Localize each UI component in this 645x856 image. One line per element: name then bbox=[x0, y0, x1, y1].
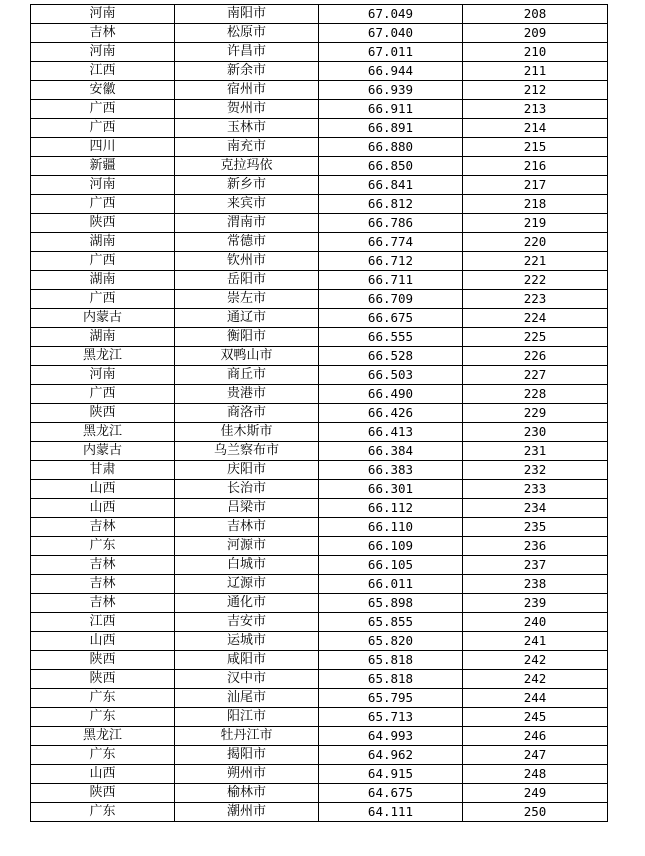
province-cell: 广东 bbox=[31, 708, 175, 727]
province-cell: 陕西 bbox=[31, 404, 175, 423]
province-cell: 广西 bbox=[31, 385, 175, 404]
table-row bbox=[31, 385, 608, 404]
city-cell: 许昌市 bbox=[175, 43, 319, 62]
score-cell: 66.774 bbox=[319, 233, 463, 252]
province-cell: 广西 bbox=[31, 290, 175, 309]
rank-cell: 242 bbox=[463, 670, 608, 689]
city-cell: 乌兰察布市 bbox=[175, 442, 319, 461]
city-cell: 新余市 bbox=[175, 62, 319, 81]
table-row bbox=[31, 271, 608, 290]
rank-cell: 233 bbox=[463, 480, 608, 499]
city-cell: 揭阳市 bbox=[175, 746, 319, 765]
score-cell: 65.795 bbox=[319, 689, 463, 708]
score-cell: 66.891 bbox=[319, 119, 463, 138]
table-row bbox=[31, 765, 608, 784]
city-cell: 渭南市 bbox=[175, 214, 319, 233]
score-cell: 66.011 bbox=[319, 575, 463, 594]
table-row bbox=[31, 651, 608, 670]
city-cell: 朔州市 bbox=[175, 765, 319, 784]
score-cell: 67.049 bbox=[319, 5, 463, 24]
province-cell: 甘肃 bbox=[31, 461, 175, 480]
city-cell: 长治市 bbox=[175, 480, 319, 499]
rank-cell: 218 bbox=[463, 195, 608, 214]
rank-cell: 216 bbox=[463, 157, 608, 176]
city-cell: 贵港市 bbox=[175, 385, 319, 404]
city-cell: 阳江市 bbox=[175, 708, 319, 727]
rank-cell: 236 bbox=[463, 537, 608, 556]
city-cell: 通辽市 bbox=[175, 309, 319, 328]
rank-cell: 237 bbox=[463, 556, 608, 575]
table-row bbox=[31, 708, 608, 727]
table-row bbox=[31, 423, 608, 442]
city-cell: 商洛市 bbox=[175, 404, 319, 423]
rank-cell: 214 bbox=[463, 119, 608, 138]
score-cell: 66.709 bbox=[319, 290, 463, 309]
score-cell: 66.880 bbox=[319, 138, 463, 157]
province-cell: 湖南 bbox=[31, 271, 175, 290]
table-row bbox=[31, 727, 608, 746]
score-cell: 64.993 bbox=[319, 727, 463, 746]
province-cell: 山西 bbox=[31, 499, 175, 518]
score-cell: 66.944 bbox=[319, 62, 463, 81]
score-cell: 64.915 bbox=[319, 765, 463, 784]
city-cell: 牡丹江市 bbox=[175, 727, 319, 746]
city-cell: 运城市 bbox=[175, 632, 319, 651]
score-cell: 66.426 bbox=[319, 404, 463, 423]
province-cell: 黑龙江 bbox=[31, 727, 175, 746]
city-cell: 汉中市 bbox=[175, 670, 319, 689]
city-cell: 汕尾市 bbox=[175, 689, 319, 708]
province-cell: 四川 bbox=[31, 138, 175, 157]
province-cell: 陕西 bbox=[31, 651, 175, 670]
table-row bbox=[31, 594, 608, 613]
score-cell: 64.111 bbox=[319, 803, 463, 822]
province-cell: 陕西 bbox=[31, 214, 175, 233]
table-row bbox=[31, 347, 608, 366]
table-row bbox=[31, 575, 608, 594]
rank-cell: 244 bbox=[463, 689, 608, 708]
city-cell: 新乡市 bbox=[175, 176, 319, 195]
province-cell: 广西 bbox=[31, 195, 175, 214]
score-cell: 65.818 bbox=[319, 670, 463, 689]
table-row bbox=[31, 81, 608, 100]
province-cell: 广东 bbox=[31, 746, 175, 765]
score-cell: 67.011 bbox=[319, 43, 463, 62]
table-row bbox=[31, 43, 608, 62]
rank-cell: 228 bbox=[463, 385, 608, 404]
rank-cell: 245 bbox=[463, 708, 608, 727]
province-cell: 黑龙江 bbox=[31, 347, 175, 366]
table-row bbox=[31, 252, 608, 271]
rank-cell: 229 bbox=[463, 404, 608, 423]
score-cell: 66.490 bbox=[319, 385, 463, 404]
score-cell: 66.911 bbox=[319, 100, 463, 119]
city-cell: 双鸭山市 bbox=[175, 347, 319, 366]
score-cell: 66.712 bbox=[319, 252, 463, 271]
table-row bbox=[31, 309, 608, 328]
province-cell: 江西 bbox=[31, 613, 175, 632]
score-cell: 67.040 bbox=[319, 24, 463, 43]
province-cell: 湖南 bbox=[31, 328, 175, 347]
score-cell: 66.675 bbox=[319, 309, 463, 328]
province-cell: 安徽 bbox=[31, 81, 175, 100]
table-row bbox=[31, 480, 608, 499]
rank-cell: 215 bbox=[463, 138, 608, 157]
score-cell: 64.675 bbox=[319, 784, 463, 803]
score-cell: 66.786 bbox=[319, 214, 463, 233]
table-row bbox=[31, 157, 608, 176]
province-cell: 广西 bbox=[31, 100, 175, 119]
city-cell: 克拉玛依 bbox=[175, 157, 319, 176]
score-cell: 66.812 bbox=[319, 195, 463, 214]
table-row bbox=[31, 176, 608, 195]
city-cell: 贺州市 bbox=[175, 100, 319, 119]
city-cell: 潮州市 bbox=[175, 803, 319, 822]
score-cell: 66.109 bbox=[319, 537, 463, 556]
table-row bbox=[31, 670, 608, 689]
table-row bbox=[31, 784, 608, 803]
rank-cell: 225 bbox=[463, 328, 608, 347]
city-cell: 玉林市 bbox=[175, 119, 319, 138]
province-cell: 广东 bbox=[31, 537, 175, 556]
table-row bbox=[31, 138, 608, 157]
table-row bbox=[31, 366, 608, 385]
province-cell: 吉林 bbox=[31, 24, 175, 43]
table-row bbox=[31, 195, 608, 214]
table-row bbox=[31, 24, 608, 43]
city-cell: 吉林市 bbox=[175, 518, 319, 537]
table-row bbox=[31, 556, 608, 575]
rank-cell: 223 bbox=[463, 290, 608, 309]
province-cell: 河南 bbox=[31, 5, 175, 24]
city-cell: 佳木斯市 bbox=[175, 423, 319, 442]
score-cell: 66.841 bbox=[319, 176, 463, 195]
table-row bbox=[31, 100, 608, 119]
rank-cell: 222 bbox=[463, 271, 608, 290]
score-cell: 65.820 bbox=[319, 632, 463, 651]
rank-cell: 217 bbox=[463, 176, 608, 195]
table-row bbox=[31, 328, 608, 347]
rank-cell: 226 bbox=[463, 347, 608, 366]
rank-cell: 224 bbox=[463, 309, 608, 328]
province-cell: 黑龙江 bbox=[31, 423, 175, 442]
province-cell: 山西 bbox=[31, 632, 175, 651]
city-cell: 白城市 bbox=[175, 556, 319, 575]
table-row bbox=[31, 442, 608, 461]
rank-cell: 246 bbox=[463, 727, 608, 746]
score-cell: 66.105 bbox=[319, 556, 463, 575]
rank-cell: 230 bbox=[463, 423, 608, 442]
score-cell: 65.898 bbox=[319, 594, 463, 613]
rank-cell: 227 bbox=[463, 366, 608, 385]
rank-cell: 232 bbox=[463, 461, 608, 480]
table-row bbox=[31, 214, 608, 233]
rank-cell: 241 bbox=[463, 632, 608, 651]
rank-cell: 242 bbox=[463, 651, 608, 670]
province-cell: 广西 bbox=[31, 252, 175, 271]
city-cell: 商丘市 bbox=[175, 366, 319, 385]
city-cell: 庆阳市 bbox=[175, 461, 319, 480]
province-cell: 陕西 bbox=[31, 670, 175, 689]
city-cell: 辽源市 bbox=[175, 575, 319, 594]
city-cell: 南阳市 bbox=[175, 5, 319, 24]
rank-cell: 220 bbox=[463, 233, 608, 252]
score-cell: 66.711 bbox=[319, 271, 463, 290]
score-cell: 65.818 bbox=[319, 651, 463, 670]
table-row bbox=[31, 5, 608, 24]
city-cell: 岳阳市 bbox=[175, 271, 319, 290]
table-body bbox=[31, 5, 608, 822]
score-cell: 66.112 bbox=[319, 499, 463, 518]
rank-cell: 212 bbox=[463, 81, 608, 100]
city-cell: 通化市 bbox=[175, 594, 319, 613]
city-cell: 吕梁市 bbox=[175, 499, 319, 518]
rank-cell: 231 bbox=[463, 442, 608, 461]
rank-cell: 221 bbox=[463, 252, 608, 271]
table-row bbox=[31, 233, 608, 252]
score-cell: 66.301 bbox=[319, 480, 463, 499]
score-cell: 66.528 bbox=[319, 347, 463, 366]
city-cell: 河源市 bbox=[175, 537, 319, 556]
table-row bbox=[31, 119, 608, 138]
score-cell: 65.713 bbox=[319, 708, 463, 727]
city-cell: 咸阳市 bbox=[175, 651, 319, 670]
rank-cell: 211 bbox=[463, 62, 608, 81]
rank-cell: 210 bbox=[463, 43, 608, 62]
city-cell: 衡阳市 bbox=[175, 328, 319, 347]
table-row bbox=[31, 62, 608, 81]
score-cell: 66.503 bbox=[319, 366, 463, 385]
rank-cell: 247 bbox=[463, 746, 608, 765]
province-cell: 河南 bbox=[31, 176, 175, 195]
city-cell: 榆林市 bbox=[175, 784, 319, 803]
table-row bbox=[31, 290, 608, 309]
rank-cell: 208 bbox=[463, 5, 608, 24]
province-cell: 内蒙古 bbox=[31, 309, 175, 328]
province-cell: 吉林 bbox=[31, 575, 175, 594]
table-row bbox=[31, 499, 608, 518]
province-cell: 江西 bbox=[31, 62, 175, 81]
city-ranking-table bbox=[30, 4, 608, 822]
city-cell: 钦州市 bbox=[175, 252, 319, 271]
rank-cell: 239 bbox=[463, 594, 608, 613]
province-cell: 陕西 bbox=[31, 784, 175, 803]
city-cell: 吉安市 bbox=[175, 613, 319, 632]
table-row bbox=[31, 803, 608, 822]
score-cell: 66.939 bbox=[319, 81, 463, 100]
city-cell: 崇左市 bbox=[175, 290, 319, 309]
rank-cell: 209 bbox=[463, 24, 608, 43]
province-cell: 湖南 bbox=[31, 233, 175, 252]
city-cell: 常德市 bbox=[175, 233, 319, 252]
rank-cell: 213 bbox=[463, 100, 608, 119]
score-cell: 66.413 bbox=[319, 423, 463, 442]
rank-cell: 234 bbox=[463, 499, 608, 518]
table-row bbox=[31, 632, 608, 651]
province-cell: 广东 bbox=[31, 689, 175, 708]
province-cell: 山西 bbox=[31, 765, 175, 784]
table-row bbox=[31, 518, 608, 537]
score-cell: 66.384 bbox=[319, 442, 463, 461]
table-row bbox=[31, 613, 608, 632]
score-cell: 65.855 bbox=[319, 613, 463, 632]
score-cell: 66.555 bbox=[319, 328, 463, 347]
table-row bbox=[31, 461, 608, 480]
province-cell: 广西 bbox=[31, 119, 175, 138]
province-cell: 内蒙古 bbox=[31, 442, 175, 461]
province-cell: 广东 bbox=[31, 803, 175, 822]
province-cell: 吉林 bbox=[31, 556, 175, 575]
table-row bbox=[31, 746, 608, 765]
city-cell: 南充市 bbox=[175, 138, 319, 157]
province-cell: 河南 bbox=[31, 43, 175, 62]
city-cell: 松原市 bbox=[175, 24, 319, 43]
province-cell: 吉林 bbox=[31, 518, 175, 537]
province-cell: 新疆 bbox=[31, 157, 175, 176]
rank-cell: 235 bbox=[463, 518, 608, 537]
table-row bbox=[31, 404, 608, 423]
province-cell: 河南 bbox=[31, 366, 175, 385]
rank-cell: 240 bbox=[463, 613, 608, 632]
rank-cell: 248 bbox=[463, 765, 608, 784]
city-cell: 来宾市 bbox=[175, 195, 319, 214]
rank-cell: 250 bbox=[463, 803, 608, 822]
province-cell: 山西 bbox=[31, 480, 175, 499]
rank-cell: 238 bbox=[463, 575, 608, 594]
table-row bbox=[31, 537, 608, 556]
table-row bbox=[31, 689, 608, 708]
score-cell: 64.962 bbox=[319, 746, 463, 765]
rank-cell: 249 bbox=[463, 784, 608, 803]
rank-cell: 219 bbox=[463, 214, 608, 233]
city-cell: 宿州市 bbox=[175, 81, 319, 100]
score-cell: 66.110 bbox=[319, 518, 463, 537]
score-cell: 66.383 bbox=[319, 461, 463, 480]
province-cell: 吉林 bbox=[31, 594, 175, 613]
score-cell: 66.850 bbox=[319, 157, 463, 176]
